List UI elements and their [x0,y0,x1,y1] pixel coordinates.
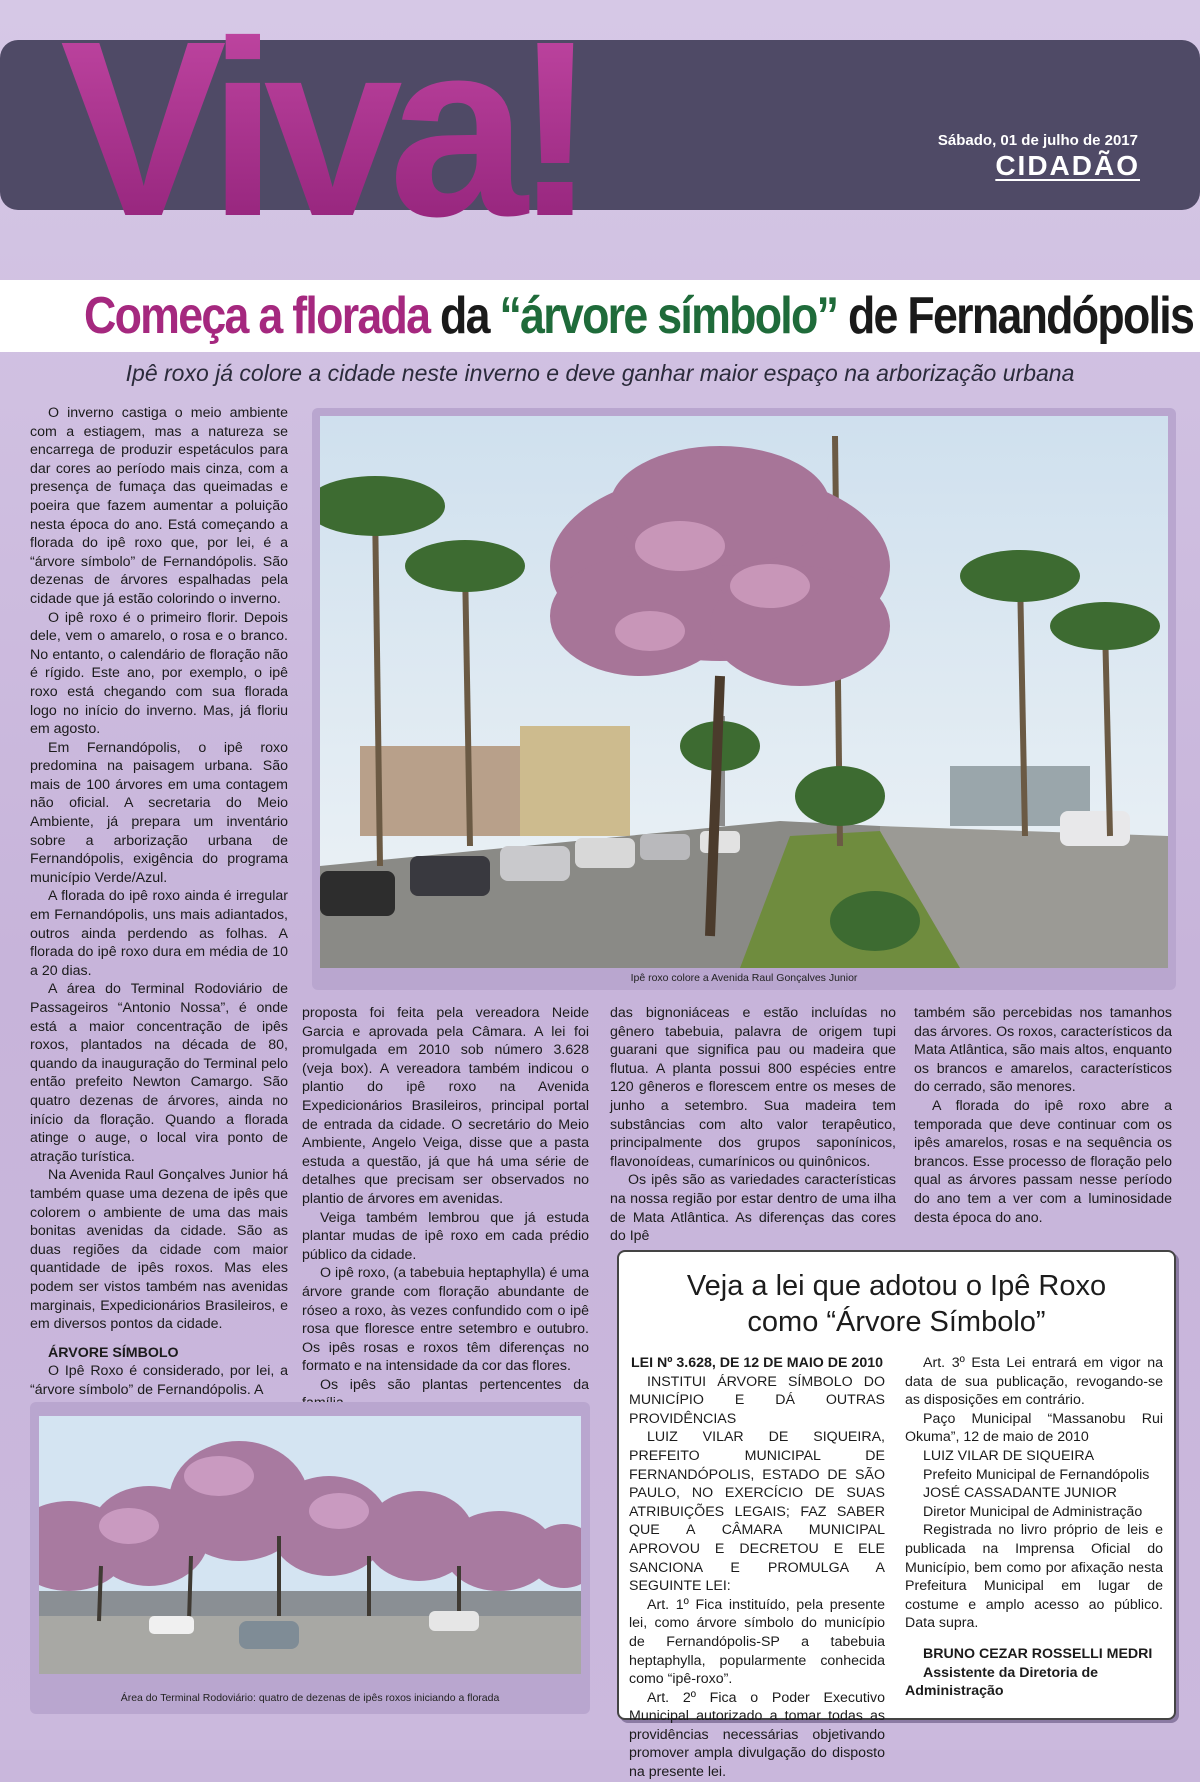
paragraph: A florada do ipê roxo ainda é irregular em Fernandópolis, uns mais adiantados, outros ainda perdendo as folhas. A florada do ipê roxo dura em média de 10 a 20 dias. [30,888,288,979]
viva-logo [60,0,680,235]
paragraph: Em Fernandópolis, o ipê roxo predomina na paisagem urbana. São mais de 100 árvores em uma contagem não oficial. A secretaria do Meio Ambiente, já prepara um inventário sobre a arborização urbana de Fernandópolis, exigência do programa município Verde/Azul. [30,739,288,886]
headline [84,282,1194,350]
article-column-1 [30,404,288,1399]
law-registration: Registrada no livro próprio de leis e publicada na Imprensa Oficial do Município, bem como por afixação nesta Prefeitura Municipal em lugar de costume e amplo acesso ao público. Data supra. [905,1522,1163,1632]
law-article-3: Art. 3º Esta Lei entrará em vigor na data de sua publicação, revogando-se as disposições em contrário. [905,1355,1163,1409]
article-column-3 [610,1004,896,1246]
paragraph: Na Avenida Raul Gonçalves Junior há também quase uma dezena de ipês que colorem o ambiente de uma das mais bonitas avenidas da cidade. São as duas regiões da cidade com maior quantidade de ipês roxos. Mas eles podem ser vistos também nas avenidas marginais, Expedicionários Brasileiros, e em diversos pontos da cidade. [30,1167,288,1333]
law-column-1 [629,1354,885,1782]
law-column-2 [905,1354,1163,1701]
law-place-date: Paço Municipal “Massanobu Rui Okuma”, 12 de maio de 2010 [905,1410,1163,1446]
building [360,746,520,836]
law-director-title: Diretor Municipal de Administração [923,1503,1143,1520]
law-preamble: LUIZ VILAR DE SIQUEIRA, PREFEITO MUNICIPAL DE FERNANDÓPOLIS, ESTADO DE SÃO PAULO, NO EXERCÍCIO DE SUAS ATRIBUIÇÕES LEGAIS; FAZ SABER QUE A CÂMARA MUNICIPAL APROVOU E DECRETOU E ELE SANCIONA E PROMULGA A SEGUINTE LEI: [629,1429,885,1595]
paragraph: das bignoniáceas e estão incluídas no gênero tabebuia, palavra de origem tupi guarani que significa pau ou madeira que flutua. A planta possui 800 espécies entre 120 gêneros e florescem entre os meses de junho a setembro. Sua madeira tem substâncias com alto valor terapêutico, principalmente dos grupos saponínicos, flavonoídeas, cumarínicos ou quinônicos. [610,1005,896,1170]
main-photo-caption: Ipê roxo colore a Avenida Raul Gonçalves Junior [630,972,858,984]
avenue-photo-illustration [320,416,1168,968]
law-box-title [619,1268,1174,1340]
logo-text: Viva! [60,0,584,235]
bottom-photo [39,1416,581,1674]
paragraph: Os ipês são as variedades características na nossa região por estar dentro de uma ilha de Mata Atlântica. As diferenças das cores do Ipê [610,1172,896,1245]
car [239,1621,299,1649]
law-title-line1: Veja a lei que adotou o Ipê Roxo [686,1270,1107,1302]
headline-part4: de Fernandópolis [837,287,1194,345]
bottom-photo-caption: Área do Terminal Rodoviário: quatro de dezenas de ipês roxos iniciando a florada [120,1692,500,1704]
paragraph: A florada do ipê roxo abre a temporada que deve continuar com os ipês amarelos, rosas e na sequência os brancos. Esse processo de floração pelo qual as árvores passam nesse período do ano tem a ver com a luminosidade desta época do ano. [914,1097,1172,1226]
paragraph: Os ipês são plantas pertencentes da [320,1376,589,1393]
paragraph: A área do Terminal Rodoviário de Passageiros “Antonio Nossa”, é onde está a maior concentração de ipês roxos, plantados na década de 80, quando da inauguração do Terminal pelo então prefeito Newton Camargo. São quatro dezenas de árvores, ainda no início da floração. Quando a florada atinge o auge, o local vira ponto de atração turística. [30,981,288,1165]
law-signature-name: BRUNO CEZAR ROSSELLI MEDRI [923,1645,1153,1662]
law-director-name: JOSÉ CASSADANTE JUNIOR [923,1485,1117,1502]
law-article-1: Art. 1º Fica instituído, pela presente lei, como árvore símbolo do município de Fernandópolis-SP a tabebuia heptaphylla, popularmente conhecida como “ipê-roxo”. [629,1596,885,1688]
paragraph: também são percebidas nos tamanhos das árvores. Os roxos, característicos da Mata Atlântica, são mais altos, enquanto os brancos e amarelos, característicos do cerrado, são menores. [914,1005,1172,1096]
headline-part3: “árvore símbolo” [499,287,838,345]
paragraph: O Ipê Roxo é considerado, por lei, a “árvore símbolo” de Fernandópolis. A [30,1363,288,1398]
law-box [617,1250,1176,1781]
paragraph: O inverno castiga o meio ambiente com a estiagem, mas a natureza se encarrega de produzir espetáculos para dar cores ao período mais cinza, com a presença de fumaça das queimadas e poeira que fazem aumentar a poluição nesta época do ano. Está começando a florada do ipê roxo que, por lei, é a “árvore símbolo” de Fernandópolis. São dezenas de árvores espalhadas pela cidade que já estão colorindo o inverno. [30,405,288,607]
law-ementa: INSTITUI ÁRVORE SÍMBOLO DO MUNICÍPIO E DÁ OUTRAS PROVIDÊNCIAS [629,1373,885,1427]
main-photo [320,416,1168,968]
headline-part1: Começa a florada [84,287,430,345]
article-column-4 [914,1004,1172,1227]
car [320,871,395,916]
article-column-2 [302,1004,589,1413]
bottom-photo-frame [30,1402,590,1714]
paragraph: Veiga também lembrou que já estuda plantar mudas de ipê roxo em cada prédio público da cidade. [302,1209,589,1263]
paragraph: O ipê roxo, (a tabebuia heptaphylla) é uma árvore grande com floração abundante de róseo a roxo, às vezes confundido com o ipê rosa que floresce entre setembro e outubro. Os ipês rosas e roxos têm diferenças no formato e na intensidade da cor das flores. [302,1265,589,1375]
building [520,726,630,836]
paragraph: proposta foi feita pela vereadora Neide Garcia e aprovada pela Câmara. A lei foi promulgada em 2010 sob número 3.628 (veja box). A vereadora também indicou o plantio do ipê roxo na Avenida Expedicionários Brasileiros, principal portal de entrada da cidade. O secretário do Meio Ambiente, Angelo Veiga, disse que a pasta estuda a questão, já que há uma série de detalhes que precisam ser observados no plantio de árvores em avenidas. [302,1005,589,1207]
headline-part2: da [429,287,500,345]
law-article-2: Art. 2º Fica o Poder Executivo Municipal autorizado a tomar todas as providências necessárias objetivando promover ampla divulgação do disposto na presente lei. [629,1689,885,1781]
subheading: ÁRVORE SÍMBOLO [48,1344,179,1361]
subheadline: Ipê roxo já colore a cidade neste inverno e deve ganhar maior espaço na arborização urbana [125,360,1075,386]
parking-lot [39,1606,581,1674]
terminal-photo-illustration [39,1416,581,1674]
main-photo-frame [312,408,1176,990]
paragraph: O ipê roxo é o primeiro florir. Depois dele, vem o amarelo, o rosa e o branco. No entanto, o calendário de floração não é rígido. Este ano, por exemplo, o ipê roxo está chegando com sua florada logo no início do inverno. Mas, já floriu em agosto. [30,609,288,738]
law-signature-title: Assistente da Diretoria de Administração [905,1664,1099,1700]
law-number: LEI Nº 3.628, DE 12 DE MAIO DE 2010 [631,1355,883,1371]
issue-date: Sábado, 01 de julho de 2017 [937,132,1138,149]
law-title-line2: como “Árvore Símbolo” [747,1306,1046,1338]
section-name: CIDADÃO [995,150,1140,181]
law-signer-title: Prefeito Municipal de Fernandópolis [923,1466,1150,1483]
law-signer-name: LUIZ VILAR DE SIQUEIRA [923,1447,1095,1464]
